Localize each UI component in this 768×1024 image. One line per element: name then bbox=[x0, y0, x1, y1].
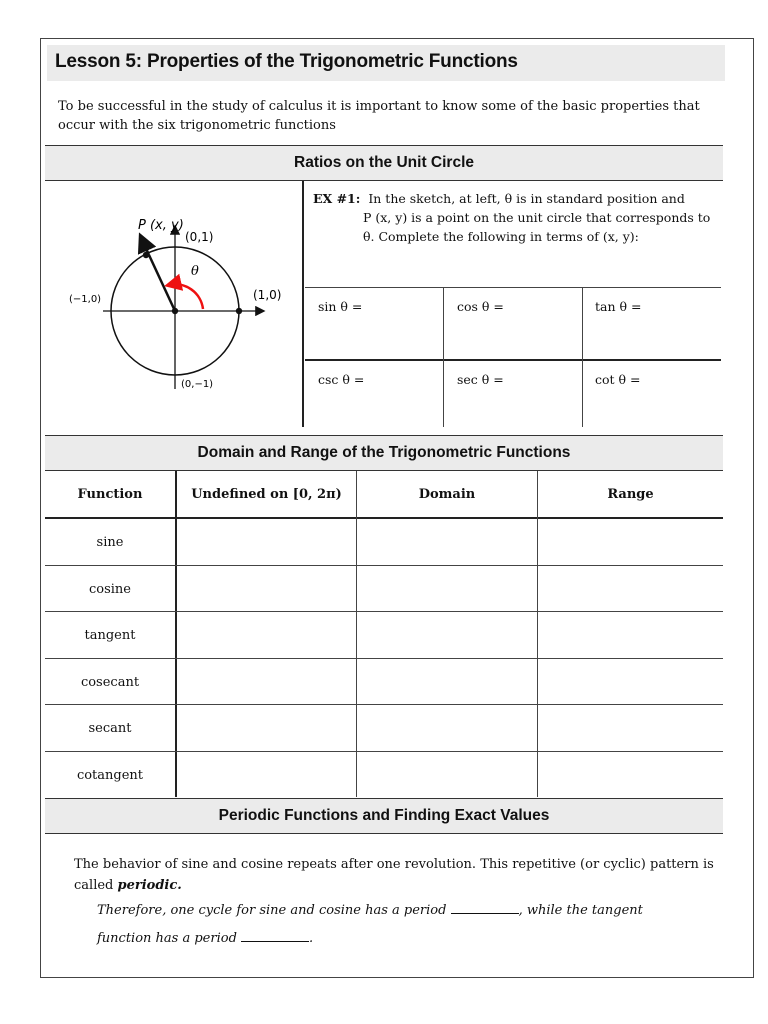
intro-text: To be successful in the study of calculus it is important to know some of the basic properties that occur with the six trigonometric functions bbox=[58, 99, 700, 133]
row-sine: sine bbox=[96, 535, 124, 550]
periodic-heading: Periodic Functions and Finding Exact Values bbox=[45, 798, 723, 834]
periodic-term: periodic. bbox=[117, 878, 182, 893]
row-line bbox=[45, 704, 723, 705]
row-tangent: tangent bbox=[84, 628, 136, 643]
theta-label: θ bbox=[191, 264, 199, 279]
table-col3 bbox=[537, 471, 538, 797]
domain-range-heading: Domain and Range of the Trigonometric Functions bbox=[45, 435, 723, 471]
col-domain: Domain bbox=[418, 487, 476, 502]
example-line3: θ. Complete the following in terms of (x, y): bbox=[363, 229, 639, 244]
periodic-line1: The behavior of sine and cosine repeats after one revolution. This repetitive (or cyclic) pattern is bbox=[74, 857, 714, 872]
ratio-grid-middle bbox=[305, 359, 721, 361]
example-line1: In the sketch, at left, θ is in standard position and bbox=[368, 191, 685, 206]
ratio-grid-col1 bbox=[443, 287, 444, 427]
section-divider bbox=[302, 181, 304, 427]
periodic-called: called bbox=[74, 878, 118, 893]
point-label: P (x, y) bbox=[138, 218, 184, 233]
row-secant: secant bbox=[88, 721, 132, 736]
tan-ratio: tan θ = bbox=[595, 299, 642, 314]
period-line2: function has a period bbox=[97, 931, 237, 946]
period-blank-tangent[interactable] bbox=[241, 931, 309, 942]
ratio-grid-col2 bbox=[582, 287, 583, 427]
sec-ratio: sec θ = bbox=[457, 372, 504, 387]
top-label: (0,1) bbox=[185, 230, 214, 244]
right-label: (1,0) bbox=[253, 288, 282, 302]
period-sentence bbox=[97, 900, 717, 921]
table-col2 bbox=[356, 471, 357, 797]
cot-ratio: cot θ = bbox=[595, 372, 641, 387]
terminal-ray bbox=[149, 255, 175, 311]
example-line2: P (x, y) is a point on the unit circle that corresponds to bbox=[363, 210, 711, 225]
table-col1 bbox=[175, 471, 177, 797]
period-line2-end: . bbox=[309, 931, 314, 946]
title-bar bbox=[47, 45, 725, 81]
angle-arc bbox=[169, 284, 203, 309]
unit-circle-diagram bbox=[63, 209, 293, 409]
page-title: Lesson 5: Properties of the Trigonometric Functions bbox=[55, 51, 518, 72]
bottom-label: (0,−1) bbox=[181, 379, 214, 390]
row-line bbox=[45, 658, 723, 659]
cos-ratio: cos θ = bbox=[457, 299, 504, 314]
row-cosine: cosine bbox=[88, 582, 131, 597]
point-1-0 bbox=[236, 308, 242, 314]
col-function: Function bbox=[77, 487, 143, 502]
row-cotangent: cotangent bbox=[76, 768, 144, 783]
example-label: EX #1: bbox=[313, 191, 361, 206]
tangent-sentence bbox=[97, 928, 717, 949]
period-line1: Therefore, one cycle for sine and cosine has a period bbox=[97, 903, 447, 918]
left-label: (−1,0) bbox=[69, 294, 102, 305]
sin-ratio: sin θ = bbox=[318, 299, 363, 314]
row-line bbox=[45, 611, 723, 612]
table-header-line bbox=[45, 517, 723, 519]
worksheet-page bbox=[40, 38, 754, 978]
col-range: Range bbox=[607, 487, 654, 502]
period-line1-end: , while the tangent bbox=[518, 903, 643, 918]
unit-circle-heading: Ratios on the Unit Circle bbox=[45, 145, 723, 181]
ratio-grid-top bbox=[305, 287, 721, 288]
period-blank-sine[interactable] bbox=[451, 903, 519, 914]
col-undefined: Undefined on [0, 2π) bbox=[191, 487, 342, 502]
row-cosecant: cosecant bbox=[80, 675, 140, 690]
example-text bbox=[313, 189, 723, 246]
csc-ratio: csc θ = bbox=[318, 372, 365, 387]
point-p bbox=[143, 252, 149, 258]
row-line bbox=[45, 751, 723, 752]
periodic-paragraph bbox=[74, 854, 724, 896]
origin-point bbox=[172, 308, 178, 314]
row-line bbox=[45, 565, 723, 566]
